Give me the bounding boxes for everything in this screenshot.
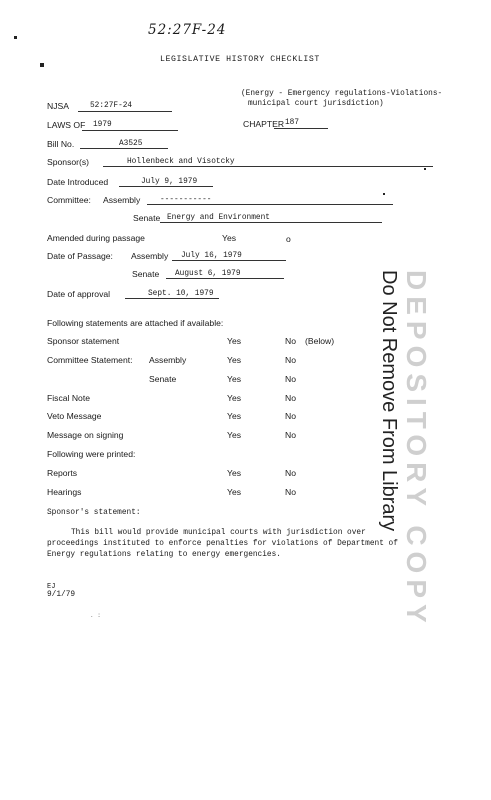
chapter-label: CHAPTER: [243, 119, 285, 129]
subject-line-1: (Energy - Emergency regulations-Violations-: [241, 90, 443, 98]
checklist-row-label: Committee Statement:: [47, 355, 133, 365]
scan-mark: [424, 168, 426, 170]
printed-row-label: Hearings: [47, 487, 82, 497]
scan-mark: [383, 193, 385, 195]
statement-label: Sponsor's statement:: [47, 509, 141, 517]
passage-senate-value: August 6, 1979: [175, 270, 241, 278]
checklist-row-sub: Senate: [149, 374, 177, 384]
footer-initials: EJ: [47, 583, 56, 591]
printed-row-yes: Yes: [227, 487, 242, 497]
checklist-row-no: No: [285, 374, 296, 384]
checklist-row-label: Sponsor statement: [47, 336, 120, 346]
sponsor-underline: [103, 166, 433, 167]
laws-of-label: LAWS OF: [47, 120, 86, 130]
approval-value: Sept. 10, 1979: [148, 290, 214, 298]
checklist-row-yes: Yes: [227, 355, 242, 365]
laws-of-underline: [82, 130, 178, 131]
sponsor-label: Sponsor(s): [47, 157, 90, 167]
passage-assembly-value: July 16, 1979: [181, 252, 242, 260]
checklist-row-no: No: [285, 336, 296, 346]
laws-of-value: 1979: [93, 121, 112, 129]
chapter-underline: [274, 128, 328, 129]
checklist-row-note: (Below): [305, 336, 335, 346]
printed-row-label: Reports: [47, 468, 78, 478]
checklist-row-no: No: [285, 430, 296, 440]
committee-label: Committee:: [47, 195, 91, 205]
approval-underline: [125, 298, 219, 299]
stamp-depository: DEPOSITORY COPY: [401, 270, 432, 629]
committee-senate-value: Energy and Environment: [167, 214, 270, 222]
printed-intro: Following were printed:: [47, 449, 136, 459]
checklist-row-label: Fiscal Note: [47, 393, 90, 403]
chapter-value: 187: [285, 119, 300, 127]
amended-label: Amended during passage: [47, 233, 145, 243]
page-title: LEGISLATIVE HISTORY CHECKLIST: [160, 55, 320, 64]
printed-row-no: No: [285, 468, 296, 478]
scan-mark: [40, 63, 44, 67]
checklist-row-sub: Assembly: [149, 355, 187, 365]
passage-assembly-underline: [172, 260, 286, 261]
date-introduced-label: Date Introduced: [47, 177, 109, 187]
checklist-row-yes: Yes: [227, 430, 242, 440]
printed-row-no: No: [285, 487, 296, 497]
committee-assembly-label: Assembly: [103, 195, 141, 205]
amended-yes: Yes: [222, 233, 237, 243]
footer-date: 9/1/79: [47, 591, 76, 599]
checklist-row-label: Message on signing: [47, 430, 124, 440]
passage-assembly-label: Assembly: [131, 251, 169, 261]
bill-no-underline: [80, 148, 168, 149]
printed-row-yes: Yes: [227, 468, 242, 478]
checklist-row-no: No: [285, 411, 296, 421]
committee-senate-label: Senate: [133, 213, 161, 223]
amended-no: o: [286, 234, 291, 244]
committee-assembly-value: -----------: [160, 196, 212, 204]
statement-text: This bill would provide municipal courts with jurisdiction over proceedings instituted to enforce penalties for violations of Department of Energy regulations relating to energy emergencies.: [47, 529, 398, 559]
sponsor-value: Hollenbeck and Visotcky: [127, 158, 235, 166]
checklist-intro: Following statements are attached if available:: [47, 318, 224, 328]
date-introduced-value: July 9, 1979: [141, 178, 198, 186]
njsa-value: 52:27F-24: [90, 102, 133, 110]
subject-line-2: municipal court jurisdiction): [248, 100, 384, 108]
checklist-row-label: Veto Message: [47, 411, 102, 421]
handwritten-id: 52:27F-24: [148, 22, 227, 38]
passage-label: Date of Passage:: [47, 251, 113, 261]
checklist-row-no: No: [285, 393, 296, 403]
bill-no-value: A3525: [119, 140, 143, 148]
stamp-do-not-remove: Do Not Remove From Library: [378, 270, 400, 532]
passage-senate-label: Senate: [132, 269, 160, 279]
scan-mark: [14, 36, 17, 39]
njsa-underline: [78, 111, 172, 112]
checklist-row-yes: Yes: [227, 374, 242, 384]
committee-assembly-underline: [147, 204, 393, 205]
checklist-row-yes: Yes: [227, 393, 242, 403]
checklist-row-no: No: [285, 355, 296, 365]
approval-label: Date of approval: [47, 289, 111, 299]
checklist-row-yes: Yes: [227, 336, 242, 346]
njsa-label: NJSA: [47, 101, 69, 111]
checklist-row-yes: Yes: [227, 411, 242, 421]
bill-no-label: Bill No.: [47, 139, 75, 149]
scan-dots: . :: [90, 612, 101, 619]
committee-senate-underline: [160, 222, 382, 223]
date-introduced-underline: [119, 186, 213, 187]
passage-senate-underline: [166, 278, 284, 279]
